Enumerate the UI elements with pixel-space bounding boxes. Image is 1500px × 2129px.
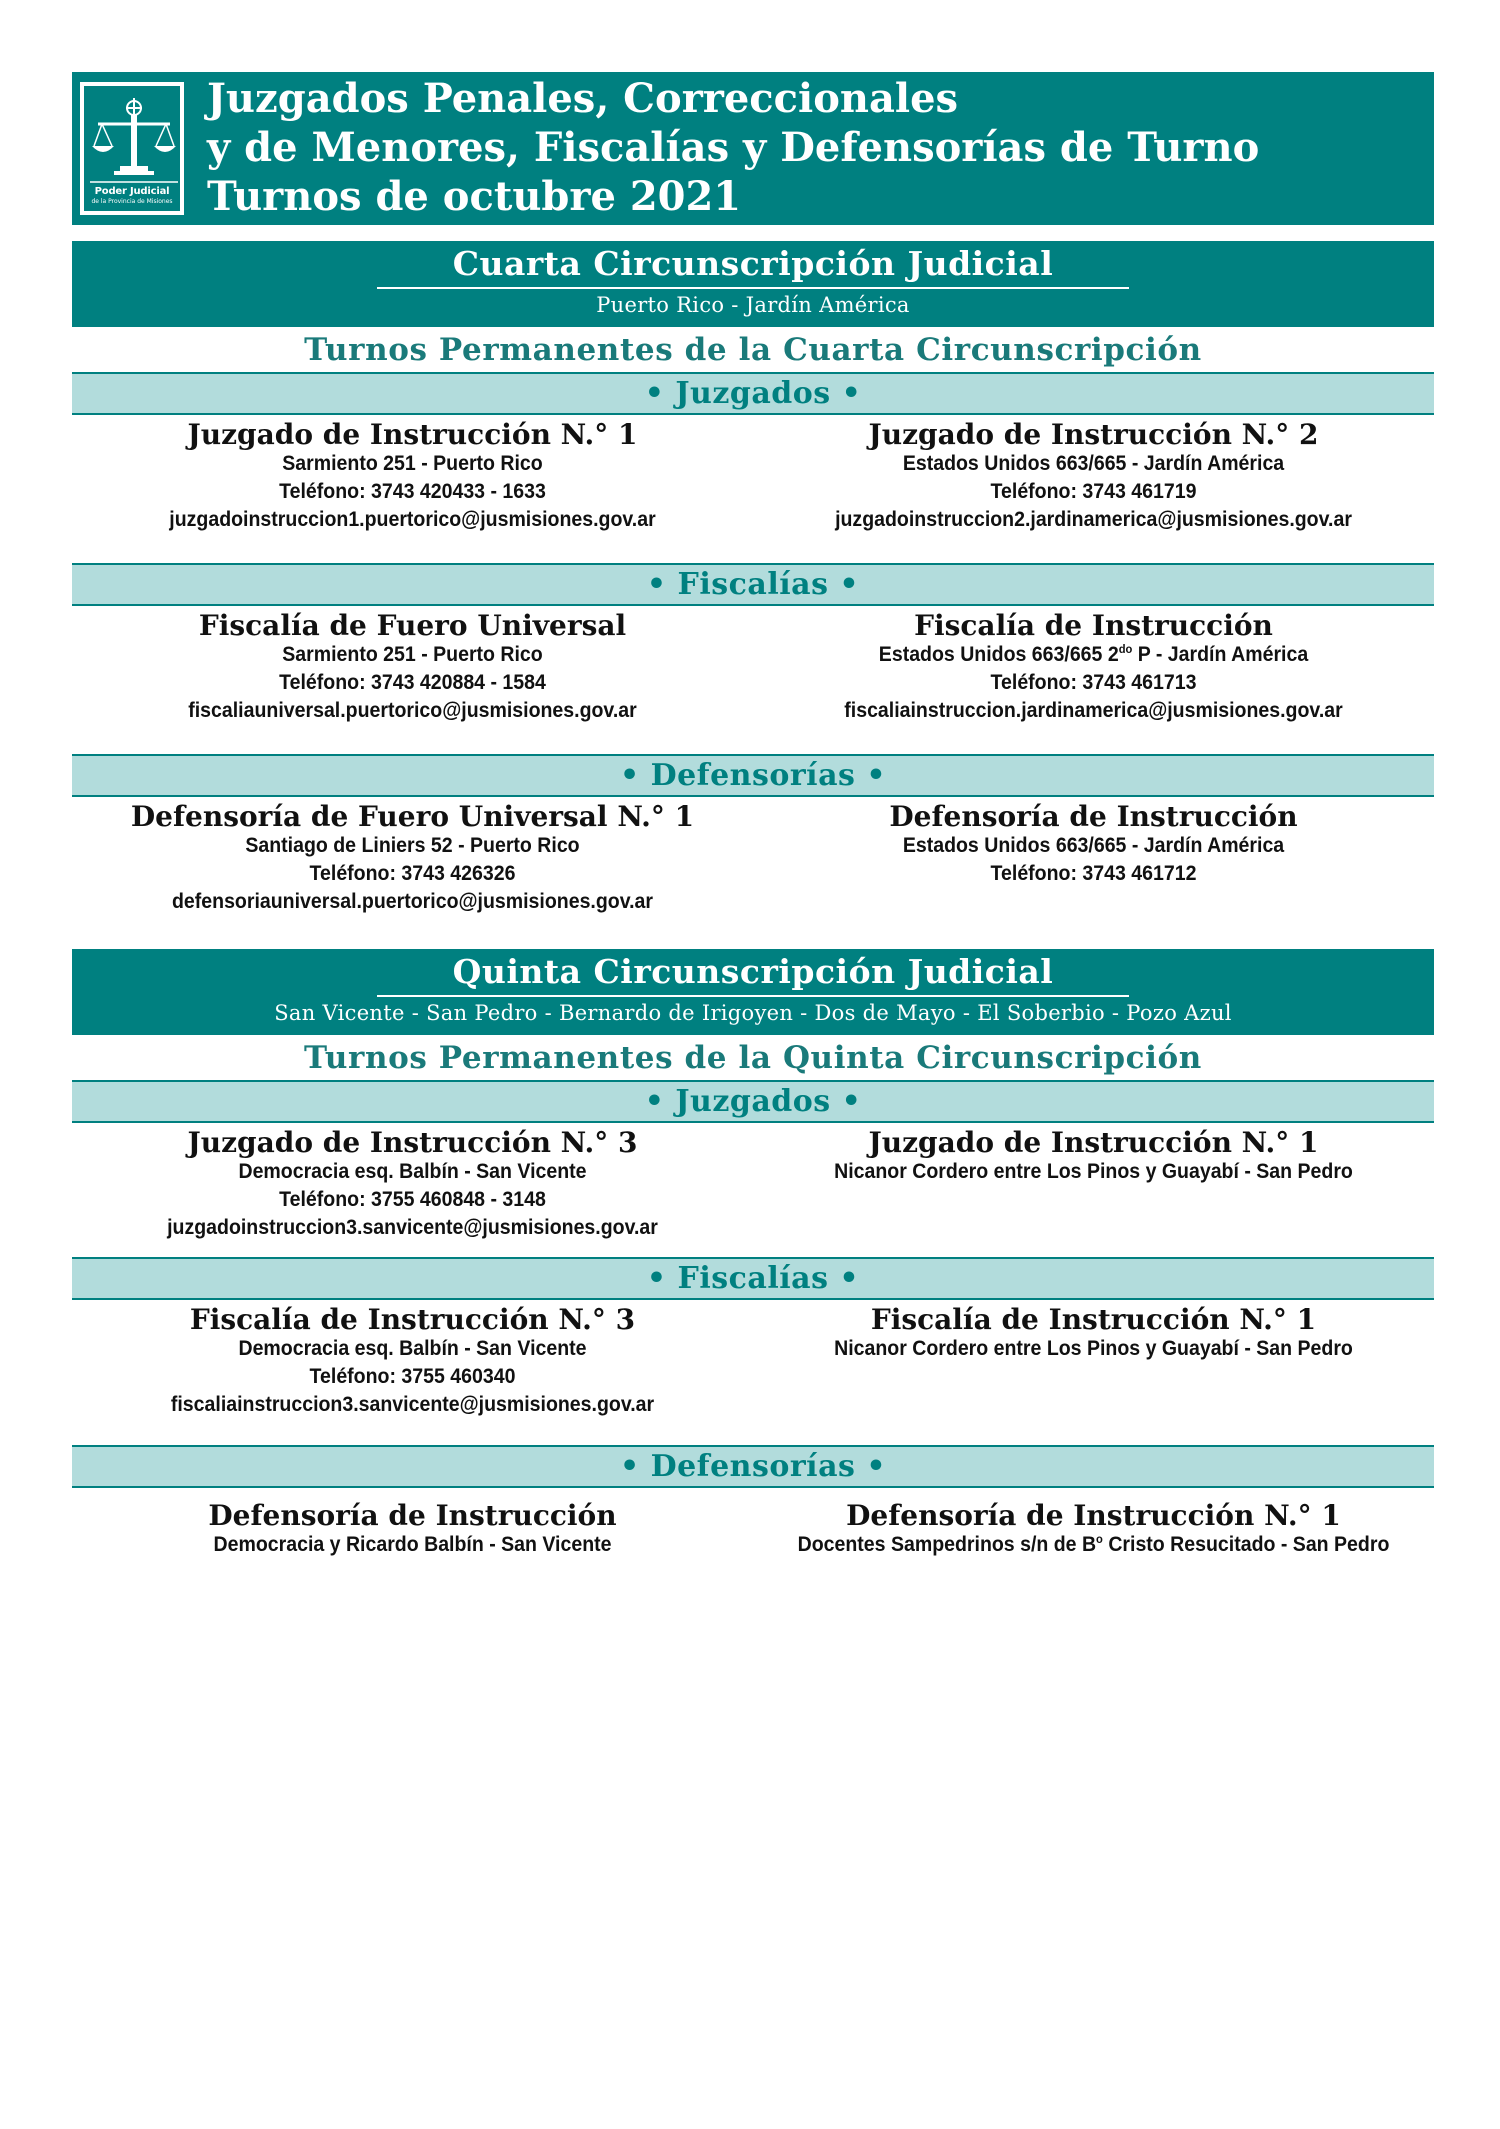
entry-name: Defensoría de Fuero Universal N.° 1 bbox=[130, 800, 695, 833]
circunscripcion-band bbox=[72, 949, 1434, 1035]
title-line-2: y de Menores, Fiscalías y Defensorías de Turno bbox=[207, 124, 1260, 171]
entry-address bbox=[777, 1531, 1410, 1559]
circunscripcion-subtitle: Puerto Rico - Jardín América bbox=[596, 293, 910, 317]
section-cuarta-circunscripcion bbox=[72, 241, 1434, 949]
circunscripcion-divider bbox=[377, 995, 1129, 997]
circunscripcion-divider bbox=[377, 287, 1129, 289]
entry-email: fiscaliainstruccion3.sanvicente@jusmisiones.gov.ar bbox=[170, 1393, 655, 1416]
entry-phone: Teléfono: 3755 460340 bbox=[309, 1365, 516, 1388]
entry-address: Democracia esq. Balbín - San Vicente bbox=[238, 1337, 587, 1360]
entries-row bbox=[72, 606, 1434, 754]
entry-card bbox=[753, 1127, 1434, 1257]
document-title bbox=[207, 74, 1259, 221]
entries-row bbox=[72, 1488, 1434, 1590]
circunscripcion-title: Cuarta Circunscripción Judicial bbox=[452, 244, 1054, 283]
entry-card bbox=[72, 1304, 753, 1445]
entry-phone: Teléfono: 3743 426326 bbox=[309, 862, 516, 885]
entry-name: Fiscalía de Fuero Universal bbox=[198, 609, 627, 642]
turnos-permanentes-title: Turnos Permanentes de la Cuarta Circunscripción bbox=[304, 332, 1202, 368]
entry-name: Defensoría de Instrucción bbox=[889, 800, 1298, 833]
entry-card bbox=[753, 801, 1434, 949]
entry-email: juzgadoinstruccion2.jardinamerica@jusmisiones.gov.ar bbox=[835, 508, 1352, 531]
circunscripcion-title: Quinta Circunscripción Judicial bbox=[452, 952, 1054, 991]
entry-email: fiscaliauniversal.puertorico@jusmisiones.gov.ar bbox=[188, 699, 637, 722]
entry-address: Estados Unidos 663/665 - Jardín América bbox=[902, 834, 1285, 857]
entry-name: Fiscalía de Instrucción N.° 3 bbox=[189, 1303, 636, 1336]
entry-address: Santiago de Liniers 52 - Puerto Rico bbox=[245, 834, 580, 857]
entry-address: Sarmiento 251 - Puerto Rico bbox=[282, 452, 543, 475]
address-text: Docentes Sampedrinos s/n de B bbox=[797, 1533, 1097, 1556]
entry-address bbox=[777, 641, 1410, 669]
entry-name: Juzgado de Instrucción N.° 1 bbox=[868, 1126, 1319, 1159]
category-bar-defensorias: • Defensorías • bbox=[72, 1445, 1434, 1488]
address-text: Cristo Resucitado - San Pedro bbox=[1102, 1533, 1390, 1556]
entry-name: Defensoría de Instrucción bbox=[208, 1499, 617, 1532]
address-text: Estados Unidos 663/665 2 bbox=[878, 643, 1119, 666]
category-bar-fiscalias: • Fiscalías • bbox=[72, 1257, 1434, 1300]
ordinal-superscript: do bbox=[1118, 642, 1133, 656]
entry-phone: Teléfono: 3743 461712 bbox=[990, 862, 1197, 885]
section-quinta-circunscripcion bbox=[72, 949, 1434, 1590]
category-bar-fiscalias: • Fiscalías • bbox=[72, 563, 1434, 606]
ordinal-superscript: o bbox=[1096, 1532, 1103, 1546]
title-line-3: Turnos de octubre 2021 bbox=[207, 173, 742, 220]
entry-email: fiscaliainstruccion.jardinamerica@jusmisiones.gov.ar bbox=[844, 699, 1343, 722]
entry-address: Nicanor Cordero entre Los Pinos y Guayabí - San Pedro bbox=[834, 1337, 1353, 1360]
entry-address: Nicanor Cordero entre Los Pinos y Guayabí - San Pedro bbox=[834, 1160, 1353, 1183]
document-header bbox=[72, 72, 1434, 225]
entry-card bbox=[753, 419, 1434, 563]
entry-address: Democracia y Ricardo Balbín - San Vicente bbox=[213, 1533, 612, 1556]
circunscripcion-band bbox=[72, 241, 1434, 327]
entry-address: Estados Unidos 663/665 - Jardín América bbox=[902, 452, 1285, 475]
entry-phone: Teléfono: 3743 420433 - 1633 bbox=[279, 480, 546, 503]
entry-phone: Teléfono: 3743 461713 bbox=[990, 671, 1197, 694]
category-bar-defensorias: • Defensorías • bbox=[72, 754, 1434, 797]
entry-card bbox=[753, 1304, 1434, 1445]
entry-phone: Teléfono: 3755 460848 - 3148 bbox=[279, 1188, 546, 1211]
entry-card bbox=[753, 610, 1434, 754]
entry-card bbox=[72, 610, 753, 754]
category-bar-juzgados: • Juzgados • bbox=[72, 1080, 1434, 1123]
logo-caption-line2: de la Provincia de Misiones bbox=[91, 198, 173, 205]
logo-caption bbox=[86, 186, 178, 206]
category-bar-juzgados: • Juzgados • bbox=[72, 372, 1434, 415]
entry-name: Defensoría de Instrucción N.° 1 bbox=[846, 1499, 1341, 1532]
entries-row bbox=[72, 1123, 1434, 1257]
entry-name: Fiscalía de Instrucción N.° 1 bbox=[870, 1303, 1317, 1336]
entry-name: Juzgado de Instrucción N.° 2 bbox=[868, 418, 1319, 451]
entry-name: Juzgado de Instrucción N.° 1 bbox=[187, 418, 638, 451]
entry-card bbox=[72, 419, 753, 563]
entry-email: defensoriauniversal.puertorico@jusmisiones.gov.ar bbox=[171, 890, 654, 913]
entry-name: Juzgado de Instrucción N.° 3 bbox=[187, 1126, 638, 1159]
entry-address: Democracia esq. Balbín - San Vicente bbox=[238, 1160, 587, 1183]
entry-card bbox=[72, 1500, 753, 1590]
poder-judicial-logo bbox=[80, 82, 184, 215]
title-line-1: Juzgados Penales, Correccionales bbox=[207, 75, 959, 122]
entry-phone: Teléfono: 3743 461719 bbox=[990, 480, 1197, 503]
entry-card bbox=[72, 1127, 753, 1257]
entry-name: Fiscalía de Instrucción bbox=[914, 609, 1273, 642]
address-text: P - Jardín América bbox=[1132, 643, 1309, 666]
entry-email: juzgadoinstruccion3.sanvicente@jusmisiones.gov.ar bbox=[167, 1216, 658, 1239]
entry-card bbox=[72, 801, 753, 949]
circunscripcion-subtitle: San Vicente - San Pedro - Bernardo de Irigoyen - Dos de Mayo - El Soberbio - Pozo Azul bbox=[274, 1001, 1232, 1025]
document bbox=[72, 72, 1434, 1590]
entry-address: Sarmiento 251 - Puerto Rico bbox=[282, 643, 543, 666]
entry-phone: Teléfono: 3743 420884 - 1584 bbox=[279, 671, 546, 694]
entry-email: juzgadoinstruccion1.puertorico@jusmisiones.gov.ar bbox=[169, 508, 656, 531]
entries-row bbox=[72, 797, 1434, 949]
entries-row bbox=[72, 415, 1434, 563]
logo-caption-line1: Poder Judicial bbox=[94, 186, 170, 197]
entry-card bbox=[753, 1500, 1434, 1590]
entries-row bbox=[72, 1300, 1434, 1445]
turnos-permanentes-title: Turnos Permanentes de la Quinta Circunscripción bbox=[304, 1040, 1202, 1076]
